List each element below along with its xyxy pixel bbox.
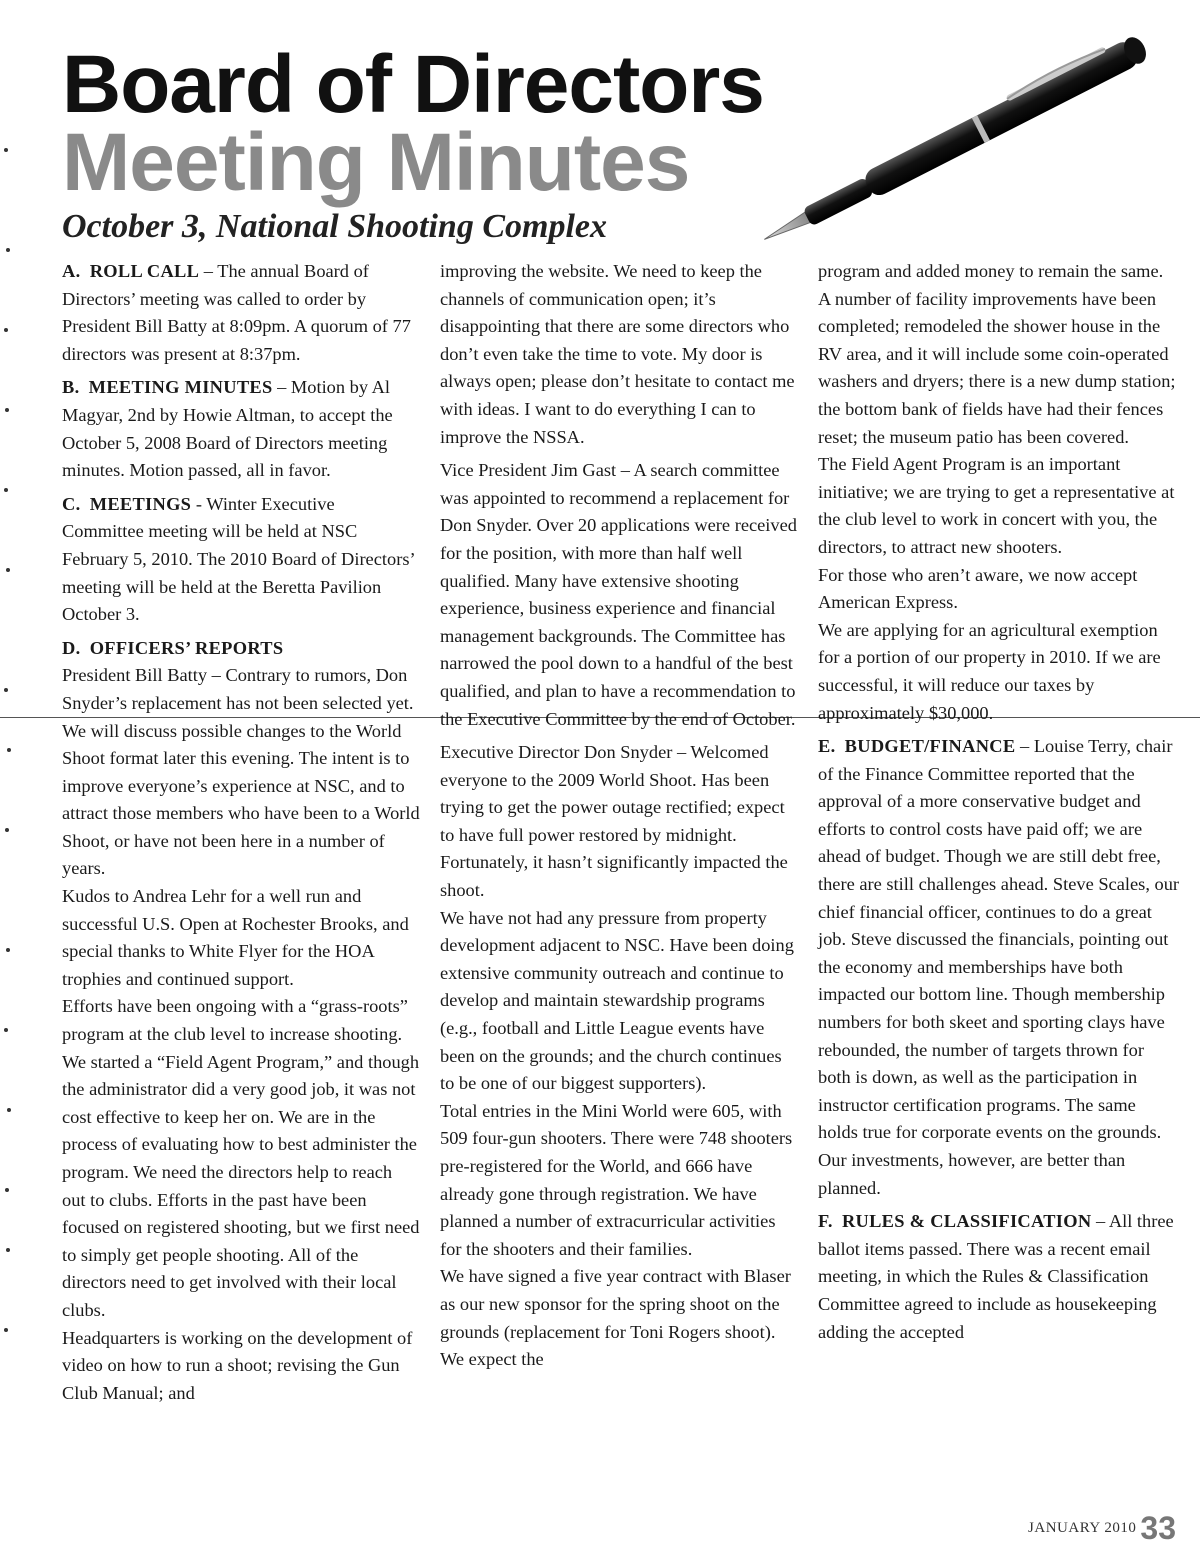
title-line-1: Board of Directors [62, 39, 764, 130]
section-a-title: ROLL CALL [89, 261, 200, 281]
page-footer [1028, 1510, 1176, 1547]
paragraph: The Field Agent Program is an important initiative; we are trying to get a representative at the club level to work in concert with you, the directors, to attract new shooters. [818, 454, 1175, 557]
section-a-label: A. [62, 261, 81, 281]
section-d-title: OFFICERS’ REPORTS [89, 637, 284, 658]
column-2 [440, 258, 800, 1374]
paragraph: We have not had any pressure from property development adjacent to NSC. Have been doing extensive community outreach and continue to develop and maintain stewardship programs (e.g., football and Little League events have been on the grounds; and the church continues to be one of our biggest supporters). [440, 907, 794, 1094]
section-f-title: RULES & CLASSIFICATION [841, 1211, 1092, 1232]
section-a-text: – The annual Board of Directors’ meeting was called to order by President Bill Batty at 8:09pm. A quorum of 77 directors was present at 8:37pm. [62, 261, 411, 364]
paragraph: Kudos to Andrea Lehr for a well run and successful U.S. Open at Rochester Brooks, and special thanks to White Flyer for the HOA trophies and continued support. [62, 886, 409, 989]
section-b-text: – Motion by Al Magyar, 2nd by Howie Altman, to accept the October 5, 2008 Board of Directors meeting minutes. Motion passed, all in favor. [62, 377, 393, 481]
section-f-text: – All three ballot items passed. There was a recent email meeting, in which the Rules & Classification Committee agreed to include as housekeeping adding the accepted [818, 1211, 1174, 1342]
page-number: 33 [1140, 1510, 1176, 1546]
paragraph: We started a “Field Agent Program,” and though the administrator did a very good job, it was not cost effective to keep her on. We are in the process of evaluating how to best administer the program. We need the directors help to reach out to clubs. Efforts in the past have been focused on registered shooting, but we first need to simply get people shooting. All of the directors need to get involved with their local clubs. [62, 1051, 420, 1320]
paragraph: Vice President Jim Gast – A search committee was appointed to recommend a replacement for Don Snyder. Over 20 applications were received for the position, with more than half well qualified. Many have extensive shooting experience, business experience and financial management backgrounds. The Committee has narrowed the pool down to a handful of the best qualified, and plan to have a recommendation to the Executive Committee by the end of October. [440, 460, 797, 729]
subtitle: October 3, National Shooting Complex [62, 208, 607, 245]
section-roll-call [62, 258, 420, 368]
margin-marks [0, 130, 24, 1530]
section-d-label: D. [62, 637, 81, 658]
section-e-text: – Louise Terry, chair of the Finance Committee reported that the approval of a more conservative budget and efforts to control costs have paid off; we are ahead of budget. Though we are still debt free, there are still challenges ahead. Steve Scales, our chief financial officer, continues to do a great job. Steve discussed the financials, pointing out the economy and memberships have both impacted our bottom line. Though membership numbers for both skeet and sporting clays have rebounded, the number of targets thrown for both is down, as well as the participation in instructor certification programs. The same holds true for corporate events on the grounds. Our investments, however, are better than planned. [818, 736, 1180, 1198]
column-3 [818, 258, 1180, 1352]
paragraph: improving the website. We need to keep the channels of communication open; it’s disappointing that there are some directors who don’t even take the time to vote. My door is always open; please don’t hesitate to contact me with ideas. I want to do everything I can to improve the NSSA. [440, 261, 795, 447]
paragraph: Total entries in the Mini World were 605, with 509 four-gun shooters. There were 748 shooters pre-registered for the World, and 666 have already gone through registration. We have planned a number of extracurricular activities for the shooters and their families. [440, 1100, 793, 1259]
section-budget-finance [818, 733, 1180, 1202]
section-meetings [62, 491, 420, 629]
column-1 [62, 258, 420, 1407]
section-meeting-minutes [62, 374, 420, 484]
paragraph: We have signed a five year contract with Blaser as our new sponsor for the spring shoot on the grounds (replacement for Toni Rogers shoot). We expect the [440, 1266, 791, 1370]
section-c-text: - Winter Executive Committee meeting will be held at NSC February 5, 2010. The 2010 Board of Directors’ meeting will be held at the Beretta Pavilion October 3. [62, 493, 415, 625]
title-line-2: Meeting Minutes [62, 117, 690, 208]
paragraph: A number of facility improvements have been completed; remodeled the shower house in the RV area, and it will include some coin-operated washers and dryers; there is a new dump station; the bottom bank of fields have had their fences reset; the museum patio has been covered. [818, 288, 1176, 447]
section-rules-classification [818, 1208, 1180, 1346]
paragraph: program and added money to remain the same. [818, 261, 1164, 281]
paragraph: Headquarters is working on the development of video on how to run a shoot; revising the Gun Club Manual; and [62, 1327, 413, 1403]
section-f-label: F. [818, 1211, 833, 1232]
paragraph: Efforts have been ongoing with a “grass-roots” program at the club level to increase shooting. [62, 996, 408, 1045]
section-c-title: MEETINGS [89, 493, 192, 514]
paragraph: For those who aren’t aware, we now accept American Express. [818, 564, 1138, 613]
section-b-title: MEETING MINUTES [88, 377, 273, 398]
paragraph: Executive Director Don Snyder – Welcomed everyone to the 2009 World Shoot. Has been trying to get the power outage rectified; expect to have full power restored by midnight. Fortunately, it hasn’t significantly impacted the shoot. [440, 742, 788, 901]
issue-date: JANUARY 2010 [1028, 1520, 1137, 1536]
section-e-title: BUDGET/FINANCE [844, 736, 1016, 757]
paragraph: We are applying for an agricultural exemption for a portion of our property in 2010. If we are successful, it will reduce our taxes by approximately $30,000. [818, 619, 1161, 723]
section-b-label: B. [62, 377, 80, 398]
paragraph: President Bill Batty – Contrary to rumors, Don Snyder’s replacement has not been selected yet. We will discuss possible changes to the World Shoot format later this evening. The intent is to improve everyone’s experience at NSC, and to attract those members who have been to a World Shoot, or have not been here in a number of years. [62, 665, 420, 879]
fountain-pen-icon [720, 20, 1190, 260]
section-officers-reports-heading [62, 635, 420, 663]
section-e-label: E. [818, 736, 836, 757]
section-c-label: C. [62, 493, 81, 514]
